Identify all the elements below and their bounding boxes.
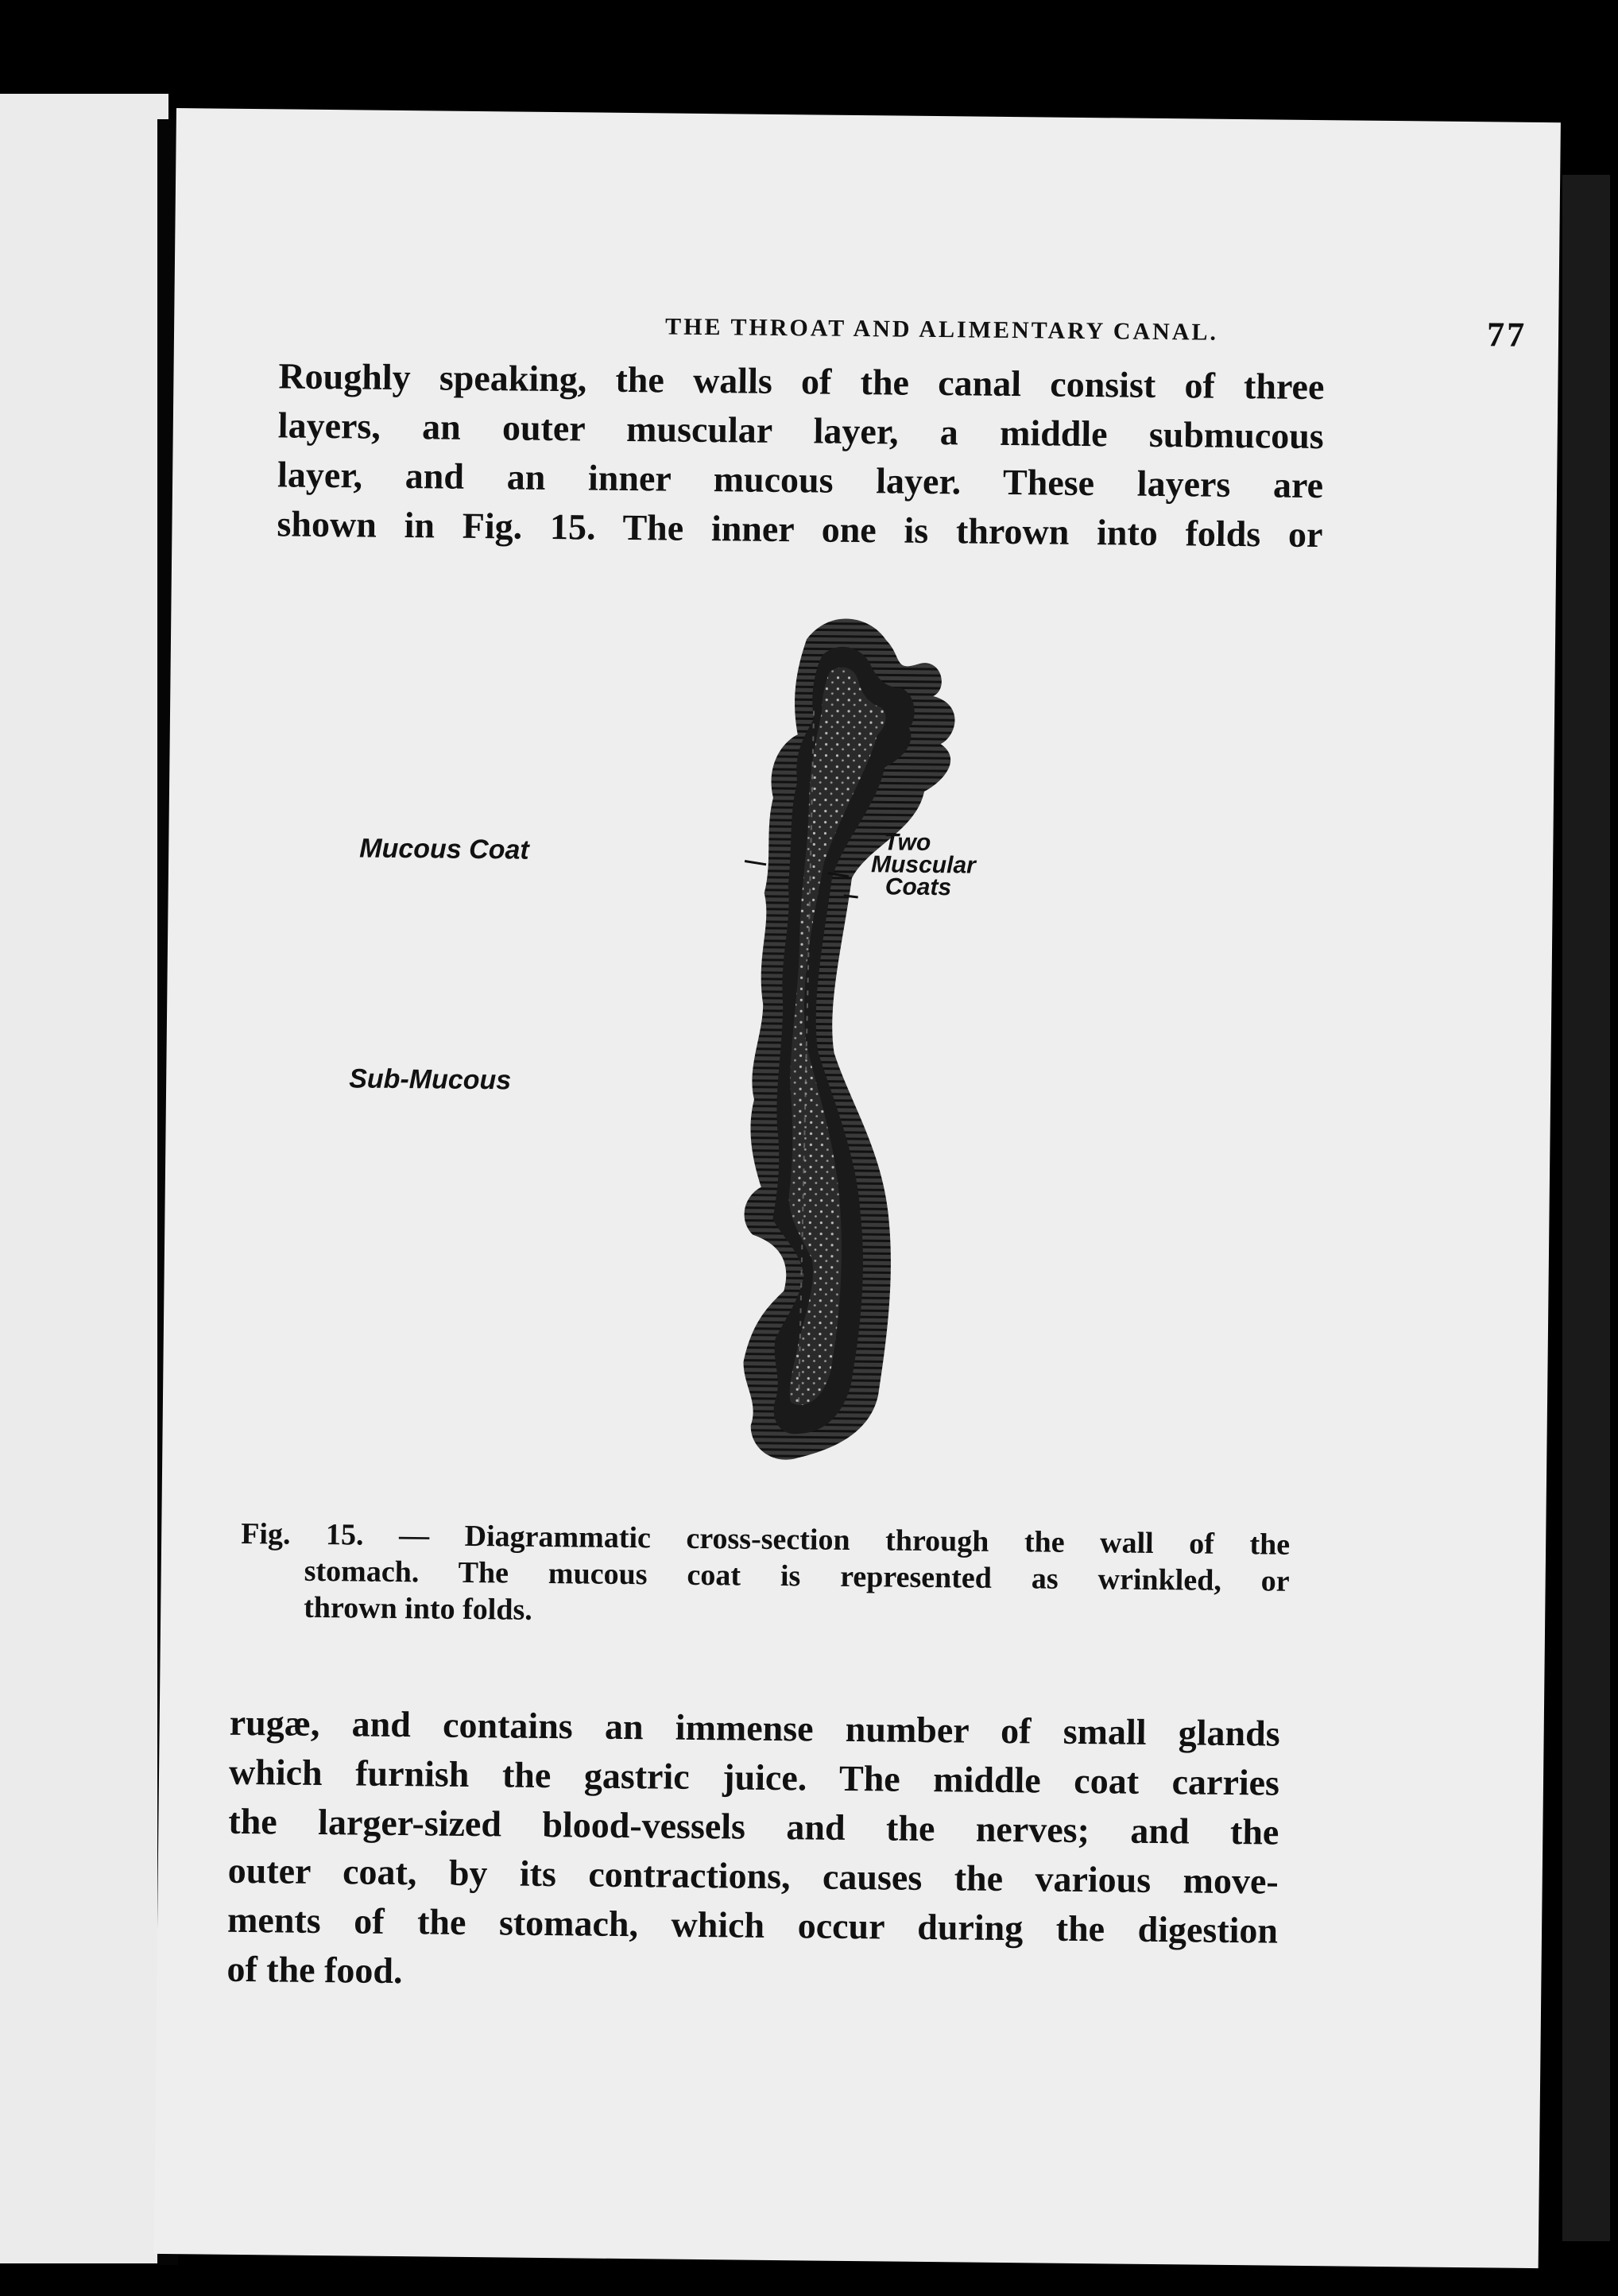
stomach-wall-illustration xyxy=(559,605,1172,1525)
page-header xyxy=(489,304,1527,362)
figure-caption xyxy=(240,1516,1290,1636)
text-line: shown in Fig. 15. The inner one is thrown into folds or xyxy=(277,503,1323,556)
text-line: rugæ, and contains an immense number of small glands xyxy=(229,1702,1280,1754)
caption-line: thrown into folds. xyxy=(304,1590,532,1627)
book-edge-shadow xyxy=(1562,175,1610,2241)
caption-line: stomach. The mucous coat is represented as wrinkled, or xyxy=(304,1554,1290,1598)
stomach-wall-figure xyxy=(349,605,1172,1525)
facing-page-edge xyxy=(0,94,168,2263)
text-line: of the food. xyxy=(226,1948,403,1992)
book-page xyxy=(154,108,1561,2268)
text-line: which furnish the gastric juice. The middle coat carries xyxy=(228,1751,1280,1803)
text-line: outer coat, by its contractions, causes the various move- xyxy=(227,1849,1279,1902)
caption-line: Fig. 15. — Diagrammatic cross-section through the wall of the xyxy=(240,1516,1291,1562)
label-sub-mucous: Sub-Mucous xyxy=(349,1063,512,1096)
running-title: THE THROAT AND ALIMENTARY CANAL. xyxy=(664,313,1219,346)
top-paragraph xyxy=(277,351,1325,559)
bottom-paragraph xyxy=(226,1698,1280,2005)
text-line: Roughly speaking, the walls of the canal consist of three xyxy=(278,355,1325,408)
text-line: layer, and an inner mucous layer. These layers are xyxy=(277,454,1324,506)
text-line: layers, an outer muscular layer, a middle submucous xyxy=(277,405,1325,457)
leader-line xyxy=(745,861,766,865)
text-line: ments of the stomach, which occur during the digestion xyxy=(226,1899,1279,1951)
label-two: Two xyxy=(884,829,931,856)
label-mucous-coat: Mucous Coat xyxy=(359,833,529,865)
label-muscular: Muscular xyxy=(870,851,976,879)
text-line: the larger-sized blood-vessels and the nerves; and the xyxy=(228,1800,1279,1853)
label-coats: Coats xyxy=(884,873,952,901)
page-number: 77 xyxy=(1486,315,1527,354)
